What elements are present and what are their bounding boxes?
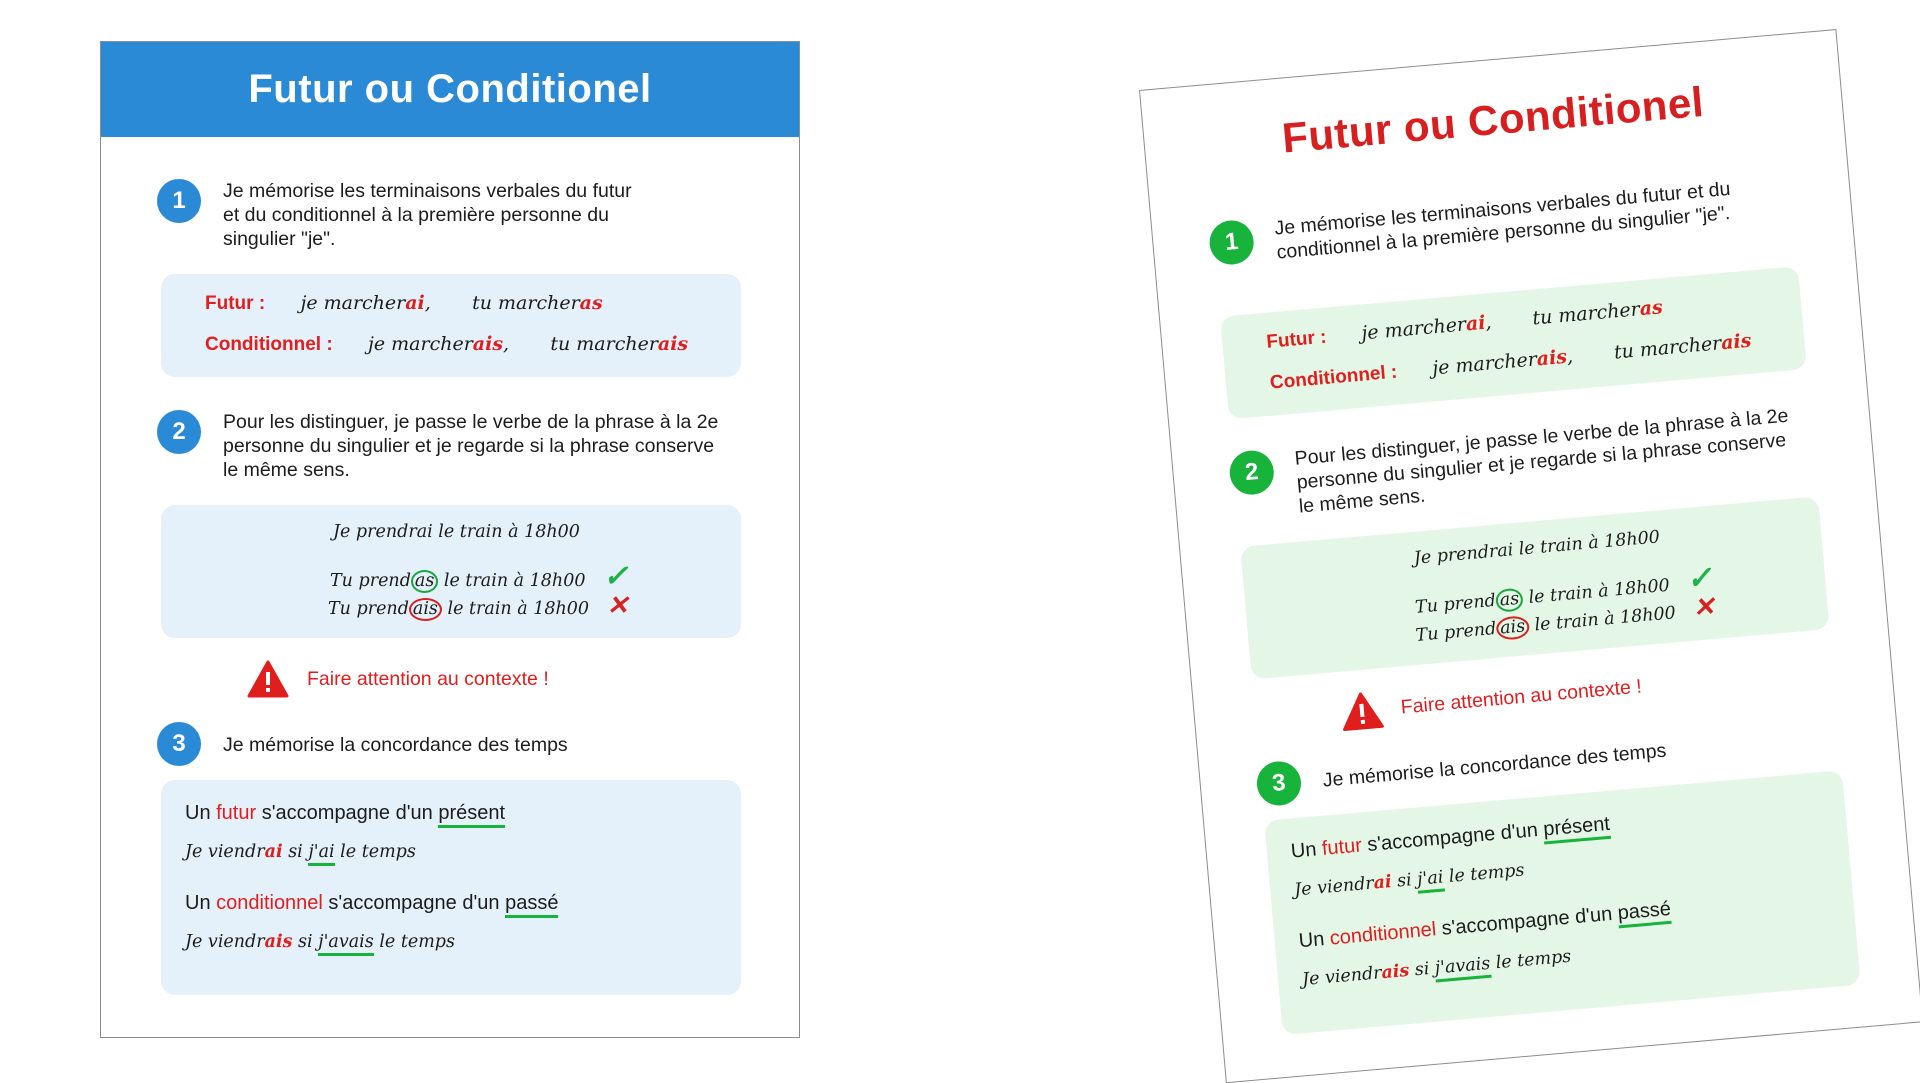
poster-title: Futur ou Conditionel — [248, 67, 652, 111]
poster-green-version — [1139, 29, 1920, 1083]
example-line-3-alt: Tu prend ais le train à 18h00 ✕ — [1414, 591, 1716, 646]
concordance-sentence-2-alt: Un conditionnel s'accompagne d'un passé — [1297, 897, 1672, 953]
poster-blue-version — [100, 41, 800, 1038]
endings-box — [161, 274, 741, 377]
cond-tu: tu marcherais — [550, 333, 689, 355]
concordance-example-1: Je viendrai si j'ai le temps — [185, 842, 416, 862]
cross-icon: ✕ — [1691, 591, 1716, 624]
step-2 — [157, 410, 723, 482]
example-line-1: Je prendrai le train à 18h00 — [333, 522, 580, 542]
step-1-alt — [1208, 175, 1756, 270]
warning-text: Faire attention au contexte ! — [307, 667, 549, 690]
futur-label: Futur : — [205, 293, 266, 314]
concordance-example-1-alt: Je viendrai si j'ai le temps — [1293, 860, 1526, 901]
step-3-text-alt: Je mémorise la concordance des temps — [1321, 739, 1668, 792]
cross-icon: ✕ — [606, 591, 629, 621]
warning-note-alt — [1339, 668, 1643, 732]
conditionnel-label: Conditionnel : — [205, 334, 333, 355]
concordance-example-2-alt: Je viendrais si j'avais le temps — [1301, 946, 1573, 991]
futur-row-alt: Futur : je marcherai, tu marcheras — [1265, 296, 1664, 353]
step-3-badge-alt: 3 — [1255, 760, 1303, 808]
examples-box-alt — [1240, 496, 1829, 679]
check-icon: ✓ — [1685, 559, 1714, 598]
step-2-badge-alt: 2 — [1228, 449, 1276, 497]
check-icon: ✓ — [603, 559, 629, 594]
green-circle-mark: as — [411, 570, 438, 593]
warning-text-alt: Faire attention au contexte ! — [1399, 675, 1643, 718]
cond-je: je marcherais, — [367, 333, 510, 355]
step-2-text: Pour les distinguer, je passe le verbe de la phrase à la 2e personne du singulier et je regarde si la phrase conserve le même sens. — [223, 411, 719, 481]
step-1-text-alt: Je mémorise les terminaisons verbales du futur et du conditionnel à la première personne du singulier "je". — [1273, 177, 1732, 264]
step-2-badge: 2 — [157, 410, 201, 454]
example-line-3: Tu prend ais le train à 18h00 ✕ — [328, 591, 629, 621]
red-circle-mark: ais — [409, 598, 442, 621]
step-1-text: Je mémorise les terminaisons verbales du futur et du conditionnel à la première personne du singulier "je". — [223, 180, 632, 250]
title-banner — [101, 42, 799, 137]
futur-row — [205, 292, 603, 315]
step-1-badge: 1 — [157, 179, 201, 223]
futur-je: je marcherai, — [300, 292, 431, 314]
warning-note — [247, 660, 549, 698]
concordance-box — [161, 780, 741, 995]
warning-triangle-icon — [247, 660, 289, 698]
concordance-sentence-1-alt: Un futur s'accompagne d'un présent — [1290, 812, 1611, 863]
step-2-text-alt: Pour les distinguer, je passe le verbe de la phrase à la 2e personne du singulier et je regarde si la phrase conserve le même sens. — [1293, 404, 1790, 518]
concordance-example-2: Je viendrais si j'avais le temps — [185, 932, 455, 952]
concordance-box-alt — [1264, 770, 1861, 1035]
step-1-badge-alt: 1 — [1208, 219, 1256, 267]
concordance-sentence-1: Un futur s'accompagne d'un présent — [185, 802, 505, 825]
step-3 — [157, 722, 723, 766]
step-3-badge: 3 — [157, 722, 201, 766]
example-line-1-alt: Je prendrai le train à 18h00 — [1413, 527, 1661, 569]
futur-tu: tu marcheras — [472, 292, 603, 314]
examples-box — [161, 505, 741, 638]
conditionnel-row-alt: Conditionnel : je marcherais, tu marcherais — [1269, 329, 1753, 394]
poster-title-red: Futur ou Conditionel — [1280, 77, 1706, 162]
conditionnel-row — [205, 333, 688, 356]
step-1 — [157, 179, 643, 251]
endings-box-alt — [1220, 266, 1807, 419]
warning-triangle-icon — [1339, 690, 1384, 732]
example-line-2-alt: Tu prend as le train à 18h00 ✓ — [1414, 559, 1714, 618]
step-3-text: Je mémorise la concordance des temps — [223, 734, 568, 756]
concordance-sentence-2: Un conditionnel s'accompagne d'un passé — [185, 892, 558, 915]
example-line-2: Tu prend as le train à 18h00 ✓ — [330, 559, 629, 594]
